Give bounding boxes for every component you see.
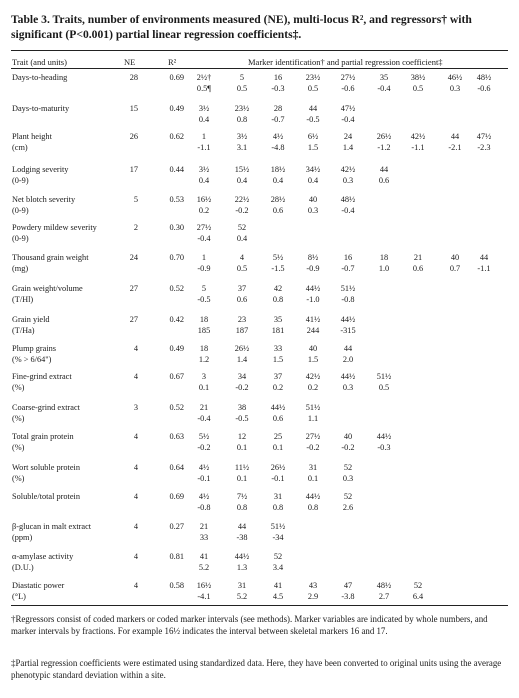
marker-id: 18 <box>379 253 389 262</box>
marker-id: 1 <box>201 253 207 262</box>
marker-id: 4½ <box>198 463 210 472</box>
trait-units: (0-9) <box>12 176 29 185</box>
marker-id: 43 <box>308 581 318 590</box>
trait-units: (%) <box>12 443 25 452</box>
regression-coefficient: 0.3 <box>342 176 354 185</box>
regression-coefficient: -0.6 <box>477 84 491 93</box>
marker-id: 44 <box>479 253 489 262</box>
trait-units: (%) <box>12 474 25 483</box>
regression-coefficient: 0.1 <box>236 443 248 452</box>
marker-id: 40 <box>308 195 318 204</box>
marker-id: 44 <box>343 344 353 353</box>
marker-id: 38 <box>237 403 247 412</box>
marker-id: 7½ <box>236 492 248 501</box>
trait-name: β-glucan in malt extract <box>12 522 92 531</box>
trait-units: (mg) <box>12 264 29 273</box>
regression-coefficient: -1.1 <box>197 143 211 152</box>
ne-value: 3 <box>133 403 138 412</box>
marker-id: 47½ <box>476 132 492 141</box>
r2-value: 0.49 <box>169 104 184 113</box>
regression-coefficient: -0.5 <box>235 414 249 423</box>
r2-value: 0.27 <box>169 522 184 531</box>
marker-id: 41 <box>273 581 283 590</box>
trait-units: (T/Hl) <box>12 295 34 304</box>
regression-coefficient: -1.5 <box>271 264 285 273</box>
marker-id: 4½ <box>198 492 210 501</box>
regression-coefficient: 187 <box>235 326 249 335</box>
r2-value: 0.69 <box>169 492 184 501</box>
trait-units: (%) <box>12 383 25 392</box>
regression-coefficient: -0.4 <box>197 234 211 243</box>
regression-coefficient: 0.3 <box>449 84 461 93</box>
regression-coefficient: 0.2 <box>198 206 210 215</box>
regression-coefficient: -1.1 <box>477 264 491 273</box>
ne-value: 5 <box>133 195 138 204</box>
marker-id: 31 <box>308 463 318 472</box>
regression-coefficient: 0.4 <box>272 176 284 185</box>
trait-name: Grain yield <box>12 315 50 324</box>
marker-id: 41½ <box>305 315 321 324</box>
regression-coefficient: -0.2 <box>341 443 355 452</box>
ne-value: 27 <box>129 315 138 324</box>
regression-coefficient: 0.6 <box>412 264 424 273</box>
marker-id: 5½ <box>272 253 284 262</box>
marker-id: 31 <box>237 581 247 590</box>
regression-coefficient: 6.4 <box>412 592 424 601</box>
regression-coefficient: 0.6 <box>236 295 248 304</box>
regression-coefficient: 2.7 <box>378 592 390 601</box>
r2-value: 0.53 <box>169 195 184 204</box>
ne-value: 27 <box>129 284 138 293</box>
ne-value: 4 <box>133 372 138 381</box>
regression-coefficient: -4.1 <box>197 592 211 601</box>
regression-coefficient: 0.3 <box>342 474 354 483</box>
top-rule <box>11 50 508 51</box>
regression-coefficient: -0.5 <box>197 295 211 304</box>
regression-coefficient: 0.5 <box>236 84 248 93</box>
marker-id: 25 <box>273 432 283 441</box>
marker-id: 44 <box>237 522 247 531</box>
marker-id: 23 <box>237 315 247 324</box>
marker-id: 48½ <box>376 581 392 590</box>
r2-value: 0.49 <box>169 344 184 353</box>
regression-coefficient: 0.5 <box>236 264 248 273</box>
regression-coefficient: 0.4 <box>236 234 248 243</box>
header-markers: Marker identification† and partial regression coefficient‡ <box>248 57 443 67</box>
regression-coefficient: 1.0 <box>378 264 390 273</box>
trait-name: Lodging severity <box>12 165 69 174</box>
trait-name: Wort soluble protein <box>12 463 80 472</box>
marker-id: 28½ <box>270 195 286 204</box>
marker-id: 4½ <box>272 132 284 141</box>
regression-coefficient: -0.4 <box>197 414 211 423</box>
regression-coefficient: 0.5 <box>378 383 390 392</box>
marker-id: 18 <box>199 344 209 353</box>
regression-coefficient: -0.8 <box>341 295 355 304</box>
regression-coefficient: -0.9 <box>197 264 211 273</box>
regression-coefficient: 5.2 <box>236 592 248 601</box>
ne-value: 4 <box>133 432 138 441</box>
trait-name: Coarse-grind extract <box>12 403 80 412</box>
regression-coefficient: -0.2 <box>197 443 211 452</box>
regression-coefficient: 0.8 <box>272 295 284 304</box>
marker-id: 44½ <box>305 284 321 293</box>
regression-coefficient: 0.8 <box>272 503 284 512</box>
marker-id: 28 <box>273 104 283 113</box>
regression-coefficient: 0.1 <box>307 474 319 483</box>
regression-coefficient: 2.0 <box>342 355 354 364</box>
trait-name: Total grain protein <box>12 432 74 441</box>
trait-name: Grain weight/volume <box>12 284 83 293</box>
r2-value: 0.70 <box>169 253 184 262</box>
regression-coefficient: 3.1 <box>236 143 248 152</box>
ne-value: 15 <box>129 104 138 113</box>
marker-id: 3 <box>201 372 207 381</box>
marker-id: 40 <box>343 432 353 441</box>
regression-coefficient: -0.1 <box>197 474 211 483</box>
marker-id: 46½ <box>447 73 463 82</box>
regression-coefficient: 0.8 <box>236 503 248 512</box>
regression-coefficient: -38 <box>236 533 248 542</box>
trait-name: Days-to-heading <box>12 73 68 82</box>
marker-id: 42½ <box>410 132 426 141</box>
regression-coefficient: -0.2 <box>306 443 320 452</box>
marker-id: 44 <box>379 165 389 174</box>
marker-id: 52 <box>273 552 283 561</box>
trait-name: Plump grains <box>12 344 57 353</box>
regression-coefficient: 4.5 <box>272 592 284 601</box>
marker-id: 52 <box>343 492 353 501</box>
trait-units: (% > 6/64") <box>12 355 52 364</box>
regression-coefficient: -1.1 <box>411 143 425 152</box>
regression-coefficient: -0.4 <box>341 115 355 124</box>
regression-coefficient: 33 <box>199 533 209 542</box>
regression-coefficient: -4.8 <box>271 143 285 152</box>
regression-coefficient: 244 <box>306 326 320 335</box>
marker-id: 26½ <box>234 344 250 353</box>
trait-units: (%) <box>12 414 25 423</box>
header-trait: Trait (and units) <box>12 57 67 67</box>
regression-coefficient: -0.2 <box>235 383 249 392</box>
trait-name: Net blotch severity <box>12 195 76 204</box>
marker-id: 16½ <box>196 195 212 204</box>
table-caption: Table 3. Traits, number of environments measured (NE), multi-locus R², and regressors† with significant (P<0.001) partial linear regression coefficients‡. <box>11 13 472 41</box>
marker-id: 44 <box>450 132 460 141</box>
regression-coefficient: -0.3 <box>377 443 391 452</box>
marker-id: 44½ <box>305 492 321 501</box>
marker-id: 42 <box>273 284 283 293</box>
marker-id: 2½† <box>196 73 212 82</box>
regression-coefficient: -0.1 <box>271 474 285 483</box>
marker-id: 48½ <box>476 73 492 82</box>
regression-coefficient: -1.2 <box>377 143 391 152</box>
marker-id: 18 <box>199 315 209 324</box>
regression-coefficient: 2.6 <box>342 503 354 512</box>
trait-units: (0-9) <box>12 234 29 243</box>
regression-coefficient: -0.8 <box>197 503 211 512</box>
marker-id: 27½ <box>196 223 212 232</box>
regression-coefficient: 2.9 <box>307 592 319 601</box>
marker-id: 31 <box>273 492 283 501</box>
marker-id: 12 <box>237 432 247 441</box>
ne-value: 24 <box>129 253 138 262</box>
regression-coefficient: 0.5 <box>412 84 424 93</box>
marker-id: 22½ <box>234 195 250 204</box>
r2-value: 0.63 <box>169 432 184 441</box>
marker-id: 52 <box>343 463 353 472</box>
regression-coefficient: -0.5 <box>306 115 320 124</box>
trait-units: (0-9) <box>12 206 29 215</box>
ne-value: 4 <box>133 492 138 501</box>
regression-coefficient: -0.7 <box>271 115 285 124</box>
regression-coefficient: 0.5 <box>307 84 319 93</box>
trait-name: Plant height <box>12 132 52 141</box>
marker-id: 48½ <box>340 195 356 204</box>
bottom-rule <box>11 605 508 606</box>
header-ne: NE <box>124 57 136 67</box>
regression-coefficient: -2.3 <box>477 143 491 152</box>
regression-coefficient: 0.6 <box>378 176 390 185</box>
marker-id: 21 <box>413 253 423 262</box>
r2-value: 0.52 <box>169 284 184 293</box>
regression-coefficient: -0.7 <box>341 264 355 273</box>
marker-id: 51½ <box>376 372 392 381</box>
marker-id: 52 <box>413 581 423 590</box>
marker-id: 34½ <box>305 165 321 174</box>
marker-id: 44½ <box>376 432 392 441</box>
r2-value: 0.67 <box>169 372 184 381</box>
marker-id: 51½ <box>340 284 356 293</box>
regression-coefficient: -0.4 <box>341 206 355 215</box>
marker-id: 41 <box>199 552 209 561</box>
footnote-dagger: †Regressors consist of coded markers or coded marker intervals (see methods). Marker variables are indicated by whole numbers, and marker intervals by fractions. For example 16½ indicates the interval between skeletal markers 16 and 17. <box>11 614 488 636</box>
marker-id: 21 <box>199 403 209 412</box>
marker-id: 47½ <box>340 104 356 113</box>
marker-id: 1 <box>201 132 207 141</box>
marker-id: 23½ <box>234 104 250 113</box>
regression-coefficient: 1.5 <box>272 355 284 364</box>
regression-coefficient: 0.7 <box>449 264 461 273</box>
trait-name: Days-to-maturity <box>12 104 70 113</box>
ne-value: 4 <box>133 522 138 531</box>
trait-units: (°L) <box>12 592 26 601</box>
trait-name: Diastatic power <box>12 581 65 590</box>
marker-id: 44 <box>308 104 318 113</box>
regression-coefficient: -315 <box>340 326 356 335</box>
marker-id: 6½ <box>307 132 319 141</box>
regression-coefficient: -2.1 <box>448 143 462 152</box>
marker-id: 38½ <box>410 73 426 82</box>
regression-coefficient: 0.1 <box>272 443 284 452</box>
r2-value: 0.52 <box>169 403 184 412</box>
r2-value: 0.30 <box>169 223 184 232</box>
marker-id: 8½ <box>307 253 319 262</box>
regression-coefficient: 0.4 <box>198 115 210 124</box>
r2-value: 0.44 <box>169 165 184 174</box>
regression-coefficient: -3.8 <box>341 592 355 601</box>
header-r2: R² <box>168 57 177 67</box>
marker-id: 5 <box>239 73 245 82</box>
marker-id: 52 <box>237 223 247 232</box>
marker-id: 3½ <box>236 132 248 141</box>
regression-coefficient: 1.2 <box>198 355 210 364</box>
marker-id: 47 <box>343 581 353 590</box>
marker-id: 44½ <box>270 403 286 412</box>
regression-coefficient: 1.1 <box>307 414 319 423</box>
marker-id: 51½ <box>270 522 286 531</box>
trait-name: Fine-grind extract <box>12 372 72 381</box>
r2-value: 0.81 <box>169 552 184 561</box>
regression-coefficient: 0.4 <box>236 176 248 185</box>
regression-coefficient: 0.4 <box>198 176 210 185</box>
regression-coefficient: 185 <box>197 326 211 335</box>
regression-coefficient: 1.3 <box>236 563 248 572</box>
marker-id: 51½ <box>305 403 321 412</box>
regression-coefficient: 1.5 <box>307 143 319 152</box>
regression-coefficient: -34 <box>272 533 284 542</box>
ne-value: 26 <box>129 132 138 141</box>
regression-coefficient: 0.1 <box>236 474 248 483</box>
regression-coefficient: 0.8 <box>307 503 319 512</box>
marker-id: 44½ <box>340 315 356 324</box>
marker-id: 18½ <box>270 165 286 174</box>
regression-coefficient: 1.4 <box>236 355 248 364</box>
ne-value: 4 <box>133 463 138 472</box>
marker-id: 4 <box>239 253 245 262</box>
trait-units: (ppm) <box>12 533 33 542</box>
regression-coefficient: 0.5¶ <box>196 84 212 93</box>
regression-coefficient: 1.4 <box>342 143 354 152</box>
marker-id: 40 <box>308 344 318 353</box>
ne-value: 4 <box>133 552 138 561</box>
marker-id: 37 <box>237 284 247 293</box>
header-rule <box>11 68 508 69</box>
r2-value: 0.42 <box>169 315 184 324</box>
marker-id: 33 <box>273 344 283 353</box>
regression-coefficient: 0.2 <box>307 383 319 392</box>
regression-coefficient: -0.4 <box>377 84 391 93</box>
trait-name: Thousand grain weight <box>12 253 89 262</box>
marker-id: 3½ <box>198 104 210 113</box>
ne-value: 2 <box>133 223 138 232</box>
regression-coefficient: -0.6 <box>341 84 355 93</box>
r2-value: 0.62 <box>169 132 184 141</box>
regression-coefficient: 5.2 <box>198 563 210 572</box>
marker-id: 26½ <box>270 463 286 472</box>
trait-name: Powdery mildew severity <box>12 223 97 232</box>
marker-id: 27½ <box>305 432 321 441</box>
ne-value: 28 <box>129 73 138 82</box>
trait-units: (D.U.) <box>12 563 34 572</box>
ne-value: 17 <box>129 165 138 174</box>
marker-id: 21 <box>199 522 209 531</box>
regression-coefficient: 0.3 <box>307 206 319 215</box>
regression-coefficient: 0.2 <box>272 383 284 392</box>
regression-coefficient: 0.1 <box>198 383 210 392</box>
regression-coefficient: 0.6 <box>272 206 284 215</box>
trait-name: α-amylase activity <box>12 552 74 561</box>
marker-id: 44½ <box>340 372 356 381</box>
regression-coefficient: 3.4 <box>272 563 284 572</box>
regression-coefficient: 0.4 <box>307 176 319 185</box>
marker-id: 35 <box>273 315 283 324</box>
regression-coefficient: -0.2 <box>235 206 249 215</box>
marker-id: 16½ <box>196 581 212 590</box>
footnote-ddagger: ‡Partial regression coefficients were estimated using standardized data. Here, they have been converted to original units using the average phenotypic standard deviation within a site. <box>11 658 502 680</box>
marker-id: 5 <box>201 284 207 293</box>
marker-id: 37 <box>273 372 283 381</box>
regression-coefficient: 0.8 <box>236 115 248 124</box>
r2-value: 0.64 <box>169 463 184 472</box>
trait-units: (T/Ha) <box>12 326 35 335</box>
regression-coefficient: 1.5 <box>307 355 319 364</box>
marker-id: 16 <box>343 253 353 262</box>
marker-id: 24 <box>343 132 353 141</box>
trait-name: Soluble/total protein <box>12 492 80 501</box>
marker-id: 40 <box>450 253 460 262</box>
marker-id: 34 <box>237 372 247 381</box>
marker-id: 42½ <box>305 372 321 381</box>
ne-value: 4 <box>133 344 138 353</box>
marker-id: 3½ <box>198 165 210 174</box>
marker-id: 42½ <box>340 165 356 174</box>
marker-id: 44½ <box>234 552 250 561</box>
regression-coefficient: 0.3 <box>342 383 354 392</box>
regression-coefficient: 0.6 <box>272 414 284 423</box>
regression-coefficient: -1.0 <box>306 295 320 304</box>
regression-coefficient: 181 <box>271 326 285 335</box>
marker-id: 5½ <box>198 432 210 441</box>
marker-id: 16 <box>273 73 283 82</box>
marker-id: 35 <box>379 73 389 82</box>
marker-id: 15½ <box>234 165 250 174</box>
marker-id: 23½ <box>305 73 321 82</box>
marker-id: 11½ <box>234 463 250 472</box>
r2-value: 0.69 <box>169 73 184 82</box>
trait-units: (cm) <box>12 143 28 152</box>
regression-coefficient: -0.9 <box>306 264 320 273</box>
marker-id: 26½ <box>376 132 392 141</box>
marker-id: 27½ <box>340 73 356 82</box>
ne-value: 4 <box>133 581 138 590</box>
r2-value: 0.58 <box>169 581 184 590</box>
regression-coefficient: -0.3 <box>271 84 285 93</box>
